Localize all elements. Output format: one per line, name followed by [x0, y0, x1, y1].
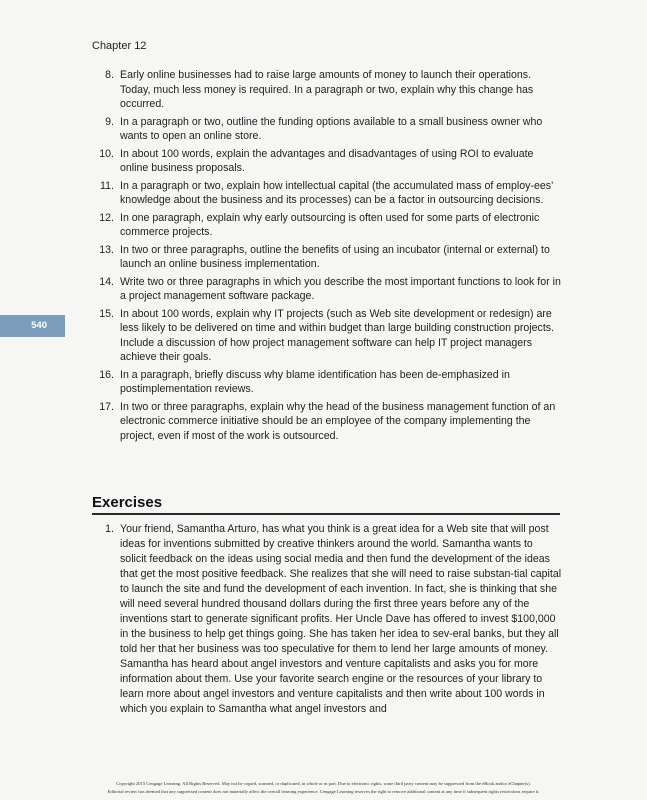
item-text: In a paragraph, briefly discuss why blame identification has been de-emphasized in postimplementation reviews. — [120, 368, 510, 395]
item-number: 11. — [100, 179, 114, 192]
item-text: Write two or three paragraphs in which you describe the most important functions to look for in a project management software package. — [120, 275, 561, 302]
item-text: Your friend, Samantha Arturo, has what you think is a great idea for a Web site that will post ideas for inventions submitted by creative thinkers around the world. Samantha wants to solicit feedback on the ideas using social media and then fund the development of the ideas that get the most positive feedback. She realizes that she will need to raise substan-tial capital to launch the site and fund the development of each invention. In fact, she is thinking that she will need several hundred thousand dollars during the first three years before any of the inventions start to generate significant profits. Her Uncle Dave has offered to invest $100,000 in the business to help get things going. She has taken her idea to sev-eral banks, but they all told her that her business was too speculative for them to lend her large amounts of money. Samantha has heard about angel investors and venture capitalists and asks you for more information about them. Use your favorite search engine or the resources of your library to learn more about angel investors and venture capitalists and then write about 100 words in which you explain to Samantha what angel investors and — [120, 523, 562, 715]
item-text: In one paragraph, explain why early outsourcing is often used for some parts of electronic commerce projects. — [120, 211, 540, 238]
page-number-tab — [0, 315, 65, 337]
list-item — [92, 368, 562, 397]
item-number: 9. — [105, 115, 114, 128]
item-text: In a paragraph or two, outline the funding options available to a small business owner who wants to open an online store. — [120, 115, 543, 142]
item-number: 1. — [105, 523, 114, 535]
item-text: In two or three paragraphs, explain why the head of the business management function of an electronic commerce initiative should be an employee of the company implementing the project, even if most of the work is outsourced. — [120, 400, 556, 442]
copyright-line: Editorial review has deemed that any suppressed content does not materially affect the overall learning experience. Cengage Learning reserves the right to remove additional content at any time if subsequent rights restrictions require it. — [107, 788, 540, 794]
page-number: 540 — [31, 320, 47, 331]
list-item — [92, 211, 562, 240]
chapter-header: Chapter 12 — [92, 40, 147, 52]
item-text: In a paragraph or two, explain how intellectual capital (the accumulated mass of employ-ees’ knowledge about the business and its processes) can be a factor in outsourcing decisions. — [120, 179, 554, 206]
item-number: 10. — [99, 147, 114, 160]
item-text: In about 100 words, explain why IT projects (such as Web site development or redesign) are less likely to be delivered on time and within budget than large building construction projects. Include a discussion of how project management software can help IT project managers achieve their goals. — [120, 307, 555, 363]
item-number: 14. — [99, 275, 114, 288]
list-item — [92, 147, 562, 176]
list-item — [92, 522, 562, 717]
item-number: 8. — [105, 69, 114, 81]
section-divider — [92, 513, 560, 515]
item-text: Early online businesses had to raise large amounts of money to launch their operations. Today, much less money is required. In a paragraph or two, explain why this change has occurred. — [120, 69, 534, 110]
list-item — [92, 400, 562, 444]
copyright-line: Copyright 2015 Cengage Learning. All Rights Reserved. May not be copied, scanned, or duplicated, in whole or in part. Due to electronic rights, some third party content may be suppressed from the eBook and/or eChapter(s). — [116, 781, 531, 786]
list-item — [92, 179, 562, 208]
list-item — [92, 307, 562, 365]
item-text: In two or three paragraphs, outline the benefits of using an incubator (internal or external) to launch an online business implementation. — [120, 243, 550, 270]
item-number: 16. — [99, 368, 114, 381]
item-number: 13. — [99, 243, 114, 256]
copyright-footer — [0, 780, 647, 795]
item-number: 12. — [99, 211, 114, 224]
list-item — [92, 243, 562, 272]
exercises-list — [92, 522, 562, 720]
item-number: 15. — [99, 307, 114, 320]
list-item — [92, 115, 562, 144]
review-questions-list — [92, 68, 562, 446]
exercises-heading: Exercises — [92, 494, 163, 511]
list-item — [92, 68, 562, 112]
list-item — [92, 275, 562, 304]
item-text: In about 100 words, explain the advantages and disadvantages of using ROI to evaluate online business proposals. — [120, 147, 534, 174]
item-number: 17. — [99, 400, 114, 413]
